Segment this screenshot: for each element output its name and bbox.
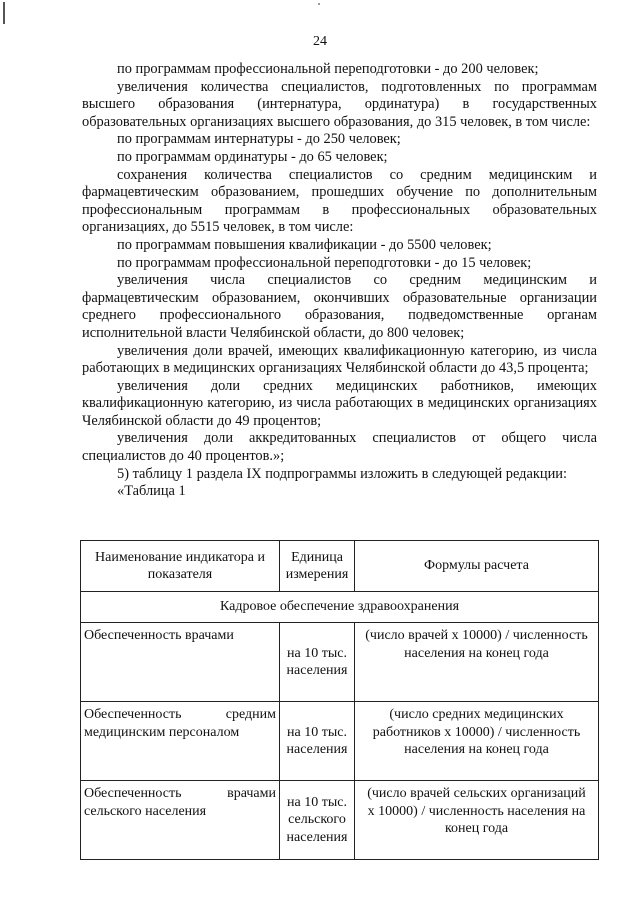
paragraph: увеличения числа специалистов со средним медицинским и фармацевтическим образованием, окончивших образовательные организации среднего профессионального образования, подведомственные органам исполнительной власти Челябинской области, до 800 человек;: [82, 272, 597, 341]
table-row: [81, 623, 599, 702]
unit-cell: на 10 тыс. сельского населения: [280, 781, 355, 860]
unit-cell: на 10 тыс. населения: [280, 623, 355, 702]
header-unit: Единица измерения: [280, 541, 355, 592]
indicator-table: [80, 540, 599, 860]
formula-cell: (число врачей х 10000) / численность населения на конец года: [355, 623, 599, 702]
table-section-row: [81, 592, 599, 623]
paragraph: увеличения доли средних медицинских работников, имеющих квалификационную категорию, из числа работающих в медицинских организациях Челябинской области до 49 процентов;: [82, 377, 597, 429]
formula-cell: (число врачей сельских организаций х 10000) / численность населения на конец года: [355, 781, 599, 860]
paragraph: сохранения количества специалистов со средним медицинским и фармацевтическим образованием, прошедших обучение по дополнительным профессиональным программам в профессиональных образовательных организациях, до 5515 человек, в том числе:: [82, 166, 597, 236]
paragraph: 5) таблицу 1 раздела IX подпрограммы изложить в следующей редакции:: [117, 465, 567, 482]
paragraph: по программам профессиональной переподготовки - до 15 человек;: [117, 254, 532, 271]
indicator-name: Обеспеченность врачами сельского населения: [81, 781, 280, 860]
section-title: Кадровое обеспечение здравоохранения: [81, 592, 599, 623]
scan-dot: [318, 3, 320, 5]
table-header-row: [81, 541, 599, 592]
paragraph: по программам ординатуры - до 65 человек;: [117, 148, 388, 165]
paragraph: по программам интернатуры - до 250 человек;: [117, 131, 401, 148]
indicator-name: Обеспеченность врачами: [81, 623, 280, 702]
paragraph: по программам профессиональной переподготовки - до 200 человек;: [117, 61, 539, 77]
scan-edge-mark: [3, 2, 5, 24]
formula-cell: (число средних медицинских работников х 10000) / численность населения на конец года: [355, 702, 599, 781]
header-formula: Формулы расчета: [355, 541, 599, 592]
table-caption: «Таблица 1: [117, 483, 186, 500]
page-number: 24: [313, 34, 327, 49]
paragraph: увеличения доли врачей, имеющих квалификационную категорию, из числа работающих в медицинских организациях Челябинской области до 43,5 процента;: [82, 342, 597, 377]
header-indicator: Наименование индикатора и показателя: [81, 541, 280, 592]
paragraph: увеличения количества специалистов, подготовленных по программам высшего образования (интернатура, ординатура) в государственных образовательных организациях высшего образования, до 315 человек, в том числе:: [82, 78, 597, 130]
table-row: [81, 702, 599, 781]
unit-cell: на 10 тыс. населения: [280, 702, 355, 781]
paragraph: увеличения доли аккредитованных специалистов от общего числа специалистов до 40 процентов.»;: [82, 430, 597, 465]
table-row: [81, 781, 599, 860]
document-body: [82, 61, 597, 501]
indicator-name: Обеспеченность средним медицинским персоналом: [81, 702, 280, 781]
paragraph: по программам повышения квалификации - до 5500 человек;: [117, 236, 492, 253]
